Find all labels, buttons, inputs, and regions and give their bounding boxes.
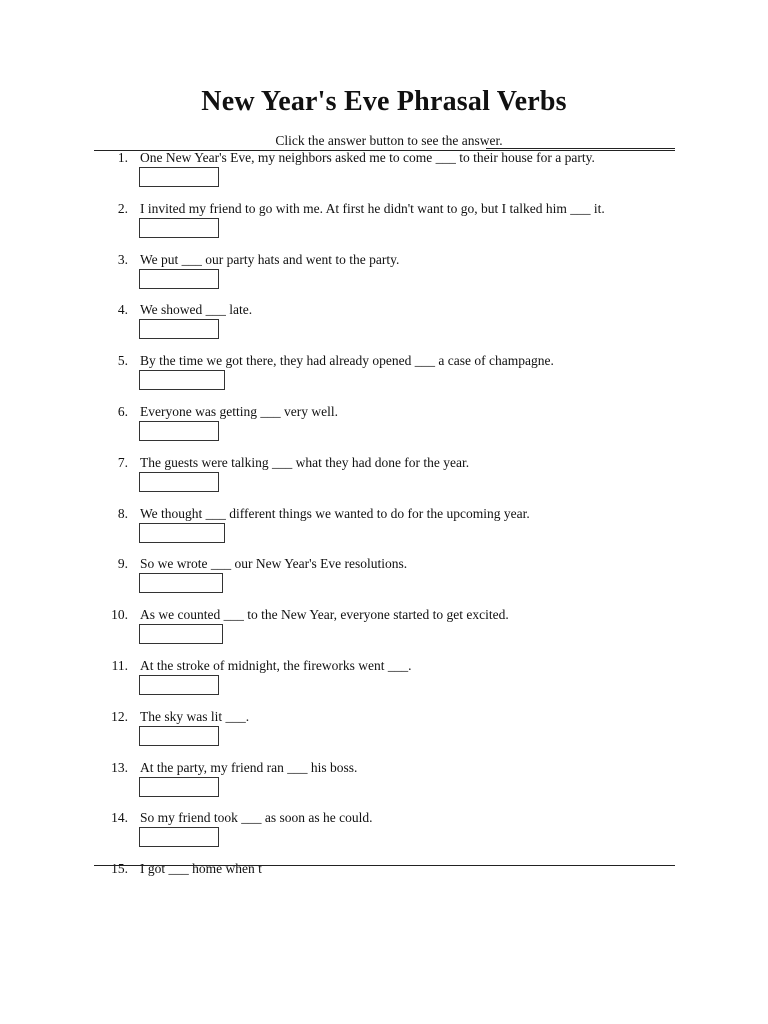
question-text: The sky was lit ___. [140, 708, 250, 724]
question-text: So my friend took ___ as soon as he could. [140, 810, 373, 826]
question-text: One New Year's Eve, my neighbors asked me to come ___ to their house for a party. [140, 150, 595, 165]
question-number: 7. [117, 454, 128, 470]
question-item [94, 150, 684, 201]
question-text: So we wrote ___ our New Year's Eve resolutions. [140, 556, 408, 572]
question-text: We showed ___ late. [140, 302, 253, 318]
answer-button[interactable] [139, 370, 225, 390]
answer-button[interactable] [139, 726, 219, 746]
question-number: 6. [117, 403, 128, 419]
question-item [94, 810, 684, 861]
question-number: 12. [111, 708, 128, 724]
question-item [94, 760, 684, 811]
answer-button[interactable] [139, 624, 223, 644]
question-number: 15. [111, 861, 128, 877]
answer-button[interactable] [139, 827, 219, 847]
question-number: 10. [111, 607, 128, 623]
question-number: 5. [117, 353, 128, 369]
answer-button[interactable] [139, 675, 219, 695]
question-text: Everyone was getting ___ very well. [140, 403, 338, 419]
question-text: By the time we got there, they had already opened ___ a case of champagne. [140, 353, 554, 369]
question-number: 3. [117, 251, 128, 267]
question-item [94, 709, 684, 760]
question-number: 4. [117, 302, 128, 318]
answer-button[interactable] [139, 573, 223, 593]
question-text: At the party, my friend ran ___ his boss. [140, 759, 358, 775]
question-item [94, 607, 684, 658]
question-item [94, 455, 684, 506]
page-title: New Year's Eve Phrasal Verbs [201, 86, 567, 117]
question-item [94, 506, 684, 557]
answer-button[interactable] [139, 777, 219, 797]
question-text: We put ___ our party hats and went to the party. [140, 251, 400, 267]
question-item [94, 302, 684, 353]
question-item [94, 252, 684, 303]
answer-button[interactable] [139, 421, 219, 441]
question-item [94, 861, 684, 912]
question-number: 8. [117, 505, 128, 521]
question-number: 1. [117, 150, 128, 165]
question-number: 9. [117, 556, 128, 572]
question-text: At the stroke of midnight, the fireworks went ___. [140, 657, 412, 673]
question-item [94, 404, 684, 455]
answer-button[interactable] [139, 472, 219, 492]
question-number: 2. [117, 200, 128, 216]
question-item [94, 556, 684, 607]
question-item [94, 658, 684, 709]
answer-button[interactable] [139, 269, 219, 289]
question-text: As we counted ___ to the New Year, everyone started to get excited. [140, 607, 509, 623]
answer-button[interactable] [139, 319, 219, 339]
question-text: I invited my friend to go with me. At first he didn't want to go, but I talked him ___ it. [140, 200, 605, 216]
question-item [94, 201, 684, 252]
question-item [94, 353, 684, 404]
question-number: 14. [111, 810, 128, 826]
question-list [94, 150, 684, 877]
instruction-underline [486, 148, 675, 149]
bottom-divider [94, 865, 675, 866]
answer-button[interactable] [139, 523, 225, 543]
instruction-text: Click the answer button to see the answer. [275, 133, 503, 148]
answer-button[interactable] [139, 167, 219, 187]
question-text: I got ___ home when t [140, 861, 262, 877]
answer-button[interactable] [139, 218, 219, 238]
question-text: We thought ___ different things we wanted to do for the upcoming year. [140, 505, 530, 521]
question-text: The guests were talking ___ what they had done for the year. [140, 454, 470, 470]
question-number: 11. [111, 657, 128, 673]
question-number: 13. [111, 759, 128, 775]
